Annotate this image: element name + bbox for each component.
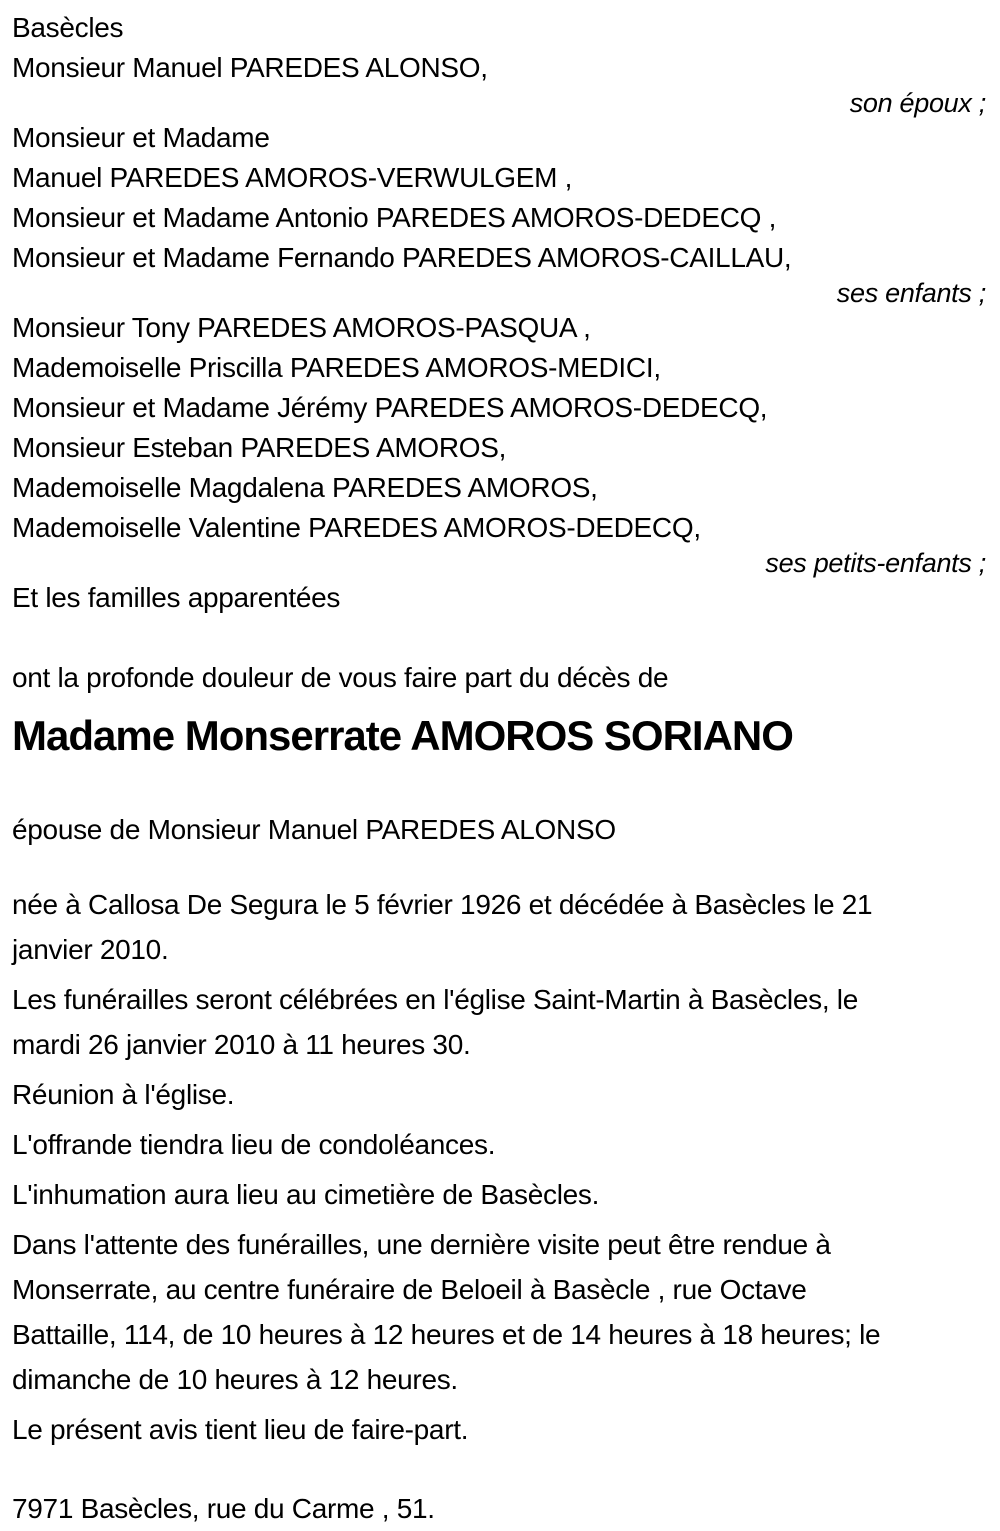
mourner-line: Monsieur et Madame: [12, 122, 270, 153]
relation-label: ses enfants ;: [836, 278, 986, 308]
body-line: L'offrande tiendra lieu de condoléances.: [12, 1129, 496, 1160]
mourner-line: Et les familles apparentées: [12, 582, 341, 613]
relation-label: ses petits-enfants ;: [765, 548, 986, 578]
body-line: née à Callosa De Segura le 5 février 1926 et décédée à Basècles le 21: [12, 889, 873, 920]
body-paragraph: [12, 1407, 986, 1452]
mourner-line: Monsieur et Madame Jérémy PAREDES AMOROS-DEDECQ,: [12, 392, 768, 423]
body-line: dimanche de 10 heures à 12 heures.: [12, 1364, 458, 1395]
announcement-line: ont la profonde douleur de vous faire part du décès de: [12, 662, 669, 693]
mourner-line: Mademoiselle Magdalena PAREDES AMOROS,: [12, 472, 598, 503]
body-paragraph: [12, 1072, 986, 1117]
body-line: janvier 2010.: [12, 934, 169, 965]
mourner-line: Monsieur et Madame Fernando PAREDES AMOROS-CAILLAU,: [12, 242, 792, 273]
mourner-group: [12, 578, 986, 618]
body-line: Le présent avis tient lieu de faire-part.: [12, 1414, 469, 1445]
mourner-group: [12, 48, 986, 118]
mourner-group: [12, 118, 986, 308]
mourner-line: Monsieur et Madame Antonio PAREDES AMOROS-DEDECQ ,: [12, 202, 777, 233]
body-paragraph: [12, 882, 986, 972]
body-line: Les funérailles seront célébrées en l'église Saint-Martin à Basècles, le: [12, 984, 858, 1015]
mourner-line: Manuel PAREDES AMOROS-VERWULGEM ,: [12, 162, 573, 193]
body-line: Réunion à l'église.: [12, 1079, 235, 1110]
body-paragraph: [12, 1122, 986, 1167]
place-line: Basècles: [12, 12, 124, 43]
mourner-line: Monsieur Tony PAREDES AMOROS-PASQUA ,: [12, 312, 591, 343]
body-paragraph: [12, 1222, 986, 1402]
mourner-line: Mademoiselle Priscilla PAREDES AMOROS-MEDICI,: [12, 352, 661, 383]
deceased-name-title: Madame Monserrate AMOROS SORIANO: [12, 712, 793, 759]
body-paragraph: [12, 1172, 986, 1217]
spouse-line: épouse de Monsieur Manuel PAREDES ALONSO: [12, 814, 616, 845]
mourners-section: [12, 48, 986, 618]
mourner-line: Monsieur Manuel PAREDES ALONSO,: [12, 52, 488, 83]
address-line: 7971 Basècles, rue du Carme , 51.: [12, 1493, 435, 1524]
mourner-line: Monsieur Esteban PAREDES AMOROS,: [12, 432, 507, 463]
body-line: Battaille, 114, de 10 heures à 12 heures et de 14 heures à 18 heures; le: [12, 1319, 881, 1350]
body-line: mardi 26 janvier 2010 à 11 heures 30.: [12, 1029, 471, 1060]
body-section: [12, 882, 986, 1452]
mourner-line: Mademoiselle Valentine PAREDES AMOROS-DEDECQ,: [12, 512, 701, 543]
body-line: Monserrate, au centre funéraire de Beloeil à Basècle , rue Octave: [12, 1274, 807, 1305]
body-line: L'inhumation aura lieu au cimetière de Basècles.: [12, 1179, 600, 1210]
body-line: Dans l'attente des funérailles, une dernière visite peut être rendue à: [12, 1229, 831, 1260]
mourner-group: [12, 308, 986, 578]
relation-label: son époux ;: [849, 88, 986, 118]
body-paragraph: [12, 977, 986, 1067]
